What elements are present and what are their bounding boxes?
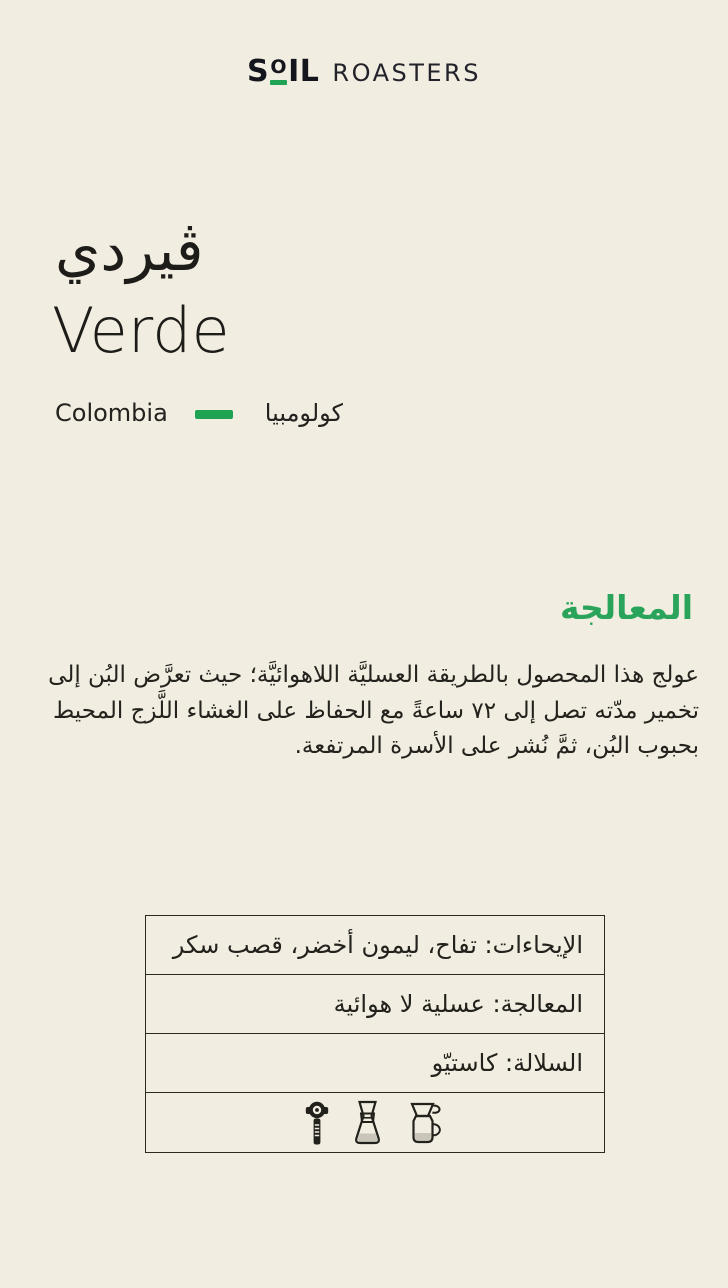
- brand-wordmark-soil: [247, 54, 320, 90]
- variety-text: السلالة: كاستيّو: [431, 1049, 583, 1077]
- pour-over-icon: [406, 1101, 446, 1145]
- product-title-arabic: ڤيردي: [55, 216, 204, 284]
- process-text: المعالجة: عسلية لا هوائية: [333, 990, 583, 1018]
- product-title-latin: Verde: [52, 294, 230, 367]
- brand-letter-o: O: [270, 56, 287, 78]
- origin-row: [55, 398, 343, 428]
- portafilter-icon: [305, 1100, 329, 1146]
- brand-letters-il: IL: [288, 54, 320, 90]
- spec-row-process: [146, 975, 604, 1034]
- specs-table: [145, 915, 605, 1153]
- spec-row-tasting-notes: [146, 916, 604, 975]
- brand-wordmark-roasters: ROASTERS: [332, 59, 481, 88]
- brand-letter-s: S: [247, 54, 270, 90]
- chemex-icon: [352, 1100, 383, 1146]
- processing-description: عولج هذا المحصول بالطريقة العسليَّة اللاهوائيَّة؛ حيث تعرَّض البُن إلى تخمير مدّته تصل إلى ٧٢ ساعةً مع الحفاظ على الغشاء اللَّزج المحيط بحبوب البُن، ثمَّ نُشر على الأسرة المرتفعة.: [48, 662, 699, 759]
- origin-name-arabic: كولومبيا: [264, 399, 343, 427]
- tasting-notes-text: الإيحاءات: تفاح، ليمون أخضر، قصب سكر: [172, 931, 583, 959]
- brand-o-stack: [270, 58, 287, 85]
- brand-green-underline: [270, 80, 287, 85]
- spec-row-variety: [146, 1034, 604, 1093]
- origin-name-english: Colombia: [55, 399, 168, 427]
- processing-section-heading: المعالجة: [559, 588, 693, 627]
- brew-methods-row: [146, 1093, 604, 1152]
- brand-logo: [0, 54, 728, 90]
- origin-divider-dash: [195, 410, 233, 419]
